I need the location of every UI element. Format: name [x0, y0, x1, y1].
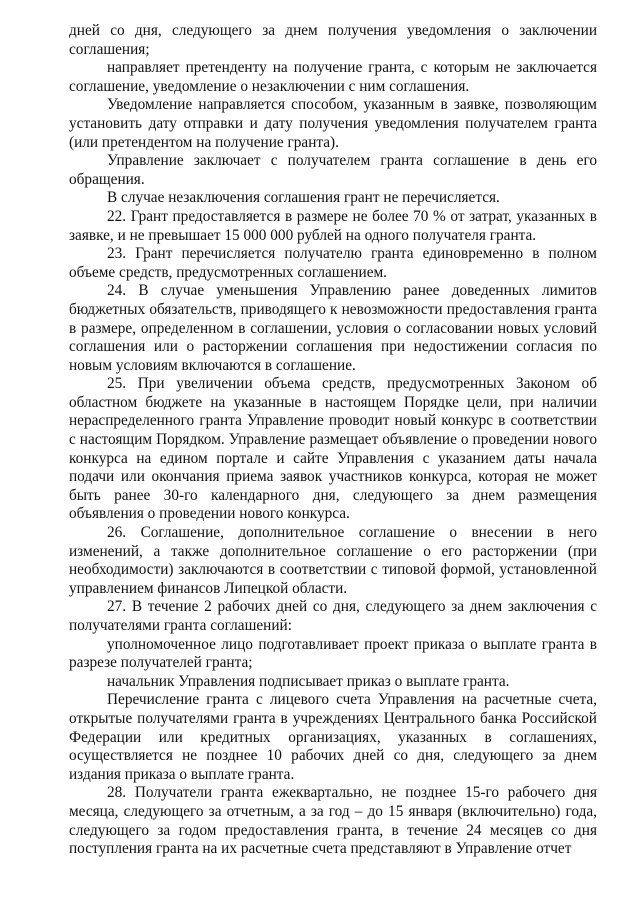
paragraph-continuation: дней со дня, следующего за днем получения уведомления о заключении соглашения;: [69, 22, 597, 58]
paragraph-notice-method: Уведомление направляется способом, указанным в заявке, позволяющим установить дату отправки и дату получения уведомления получателем гранта (или претендентом на получение гранта).: [69, 96, 597, 151]
paragraph-transfer: Перечисление гранта с лицевого счета Управления на расчетные счета, открытые получателями гранта в учреждениях Центрального банка Российской Федерации или кредитных организациях, указанных в соглашениях, осуществляется не позднее 10 рабочих дней со дня, следующего за днем издания приказа о выплате гранта.: [69, 691, 597, 783]
paragraph-agreement-day: Управление заключает с получателем гранта соглашение в день его обращения.: [69, 152, 597, 188]
paragraph-25: 25. При увеличении объема средств, предусмотренных Законом об областном бюджете на указанные в настоящем Порядке цели, при наличии нераспределенного гранта Управление проводит новый конкурс в соответствии с настоящим Порядком. Управление размещает объявление о проведении нового конкурса на едином портале и сайте Управления с указанием даты начала подачи или окончания приема заявок участников конкурса, которая не может быть ранее 30-го календарного дня, следующего за днем размещения объявления о проведении нового конкурса.: [69, 375, 597, 523]
document-page: [69, 22, 597, 859]
paragraph-28: 28. Получатели гранта ежеквартально, не позднее 15-го рабочего дня месяца, следующего за отчетным, а за год – до 15 января (включительно) года, следующего за годом предоставления гранта, в течение 24 месяцев со дня поступления гранта на их расчетные счета представляют в Управление отчет: [69, 784, 597, 858]
paragraph-27: 27. В течение 2 рабочих дней со дня, следующего за днем заключения с получателями гранта соглашений:: [69, 598, 597, 634]
paragraph-26: 26. Соглашение, дополнительное соглашение о внесении в него изменений, а также дополнительное соглашение о его расторжении (при необходимости) заключаются в соответствии с типовой формой, установленной управлением финансов Липецкой области.: [69, 524, 597, 597]
paragraph-no-transfer: В случае незаключения соглашения грант не перечисляется.: [107, 189, 500, 207]
paragraph-27-draft-order: уполномоченное лицо подготавливает проект приказа о выплате гранта в разрезе получателей гранта;: [69, 635, 597, 672]
paragraph-22: 22. Грант предоставляется в размере не более 70 % от затрат, указанных в заявке, и не превышает 15 000 000 рублей на одного получателя гранта.: [69, 207, 597, 244]
paragraph-24: 24. В случае уменьшения Управлению ранее доведенных лимитов бюджетных обязательств, приводящего к невозможности предоставления гранта в размере, определенном в соглашении, условия о согласовании новых условий соглашения или о расторжении соглашения при недостижении согласия по новым условиям включаются в соглашение.: [69, 282, 597, 374]
paragraph-27-sign-order: начальник Управления подписывает приказ о выплате гранта.: [107, 672, 510, 690]
paragraph-23: 23. Грант перечисляется получателю гранта единовременно в полном объеме средств, предусмотренных соглашением.: [69, 245, 597, 281]
paragraph-notice-refusal: направляет претенденту на получение гранта, с которым не заключается соглашение, уведомление о незаключении с ним соглашения.: [69, 59, 597, 95]
